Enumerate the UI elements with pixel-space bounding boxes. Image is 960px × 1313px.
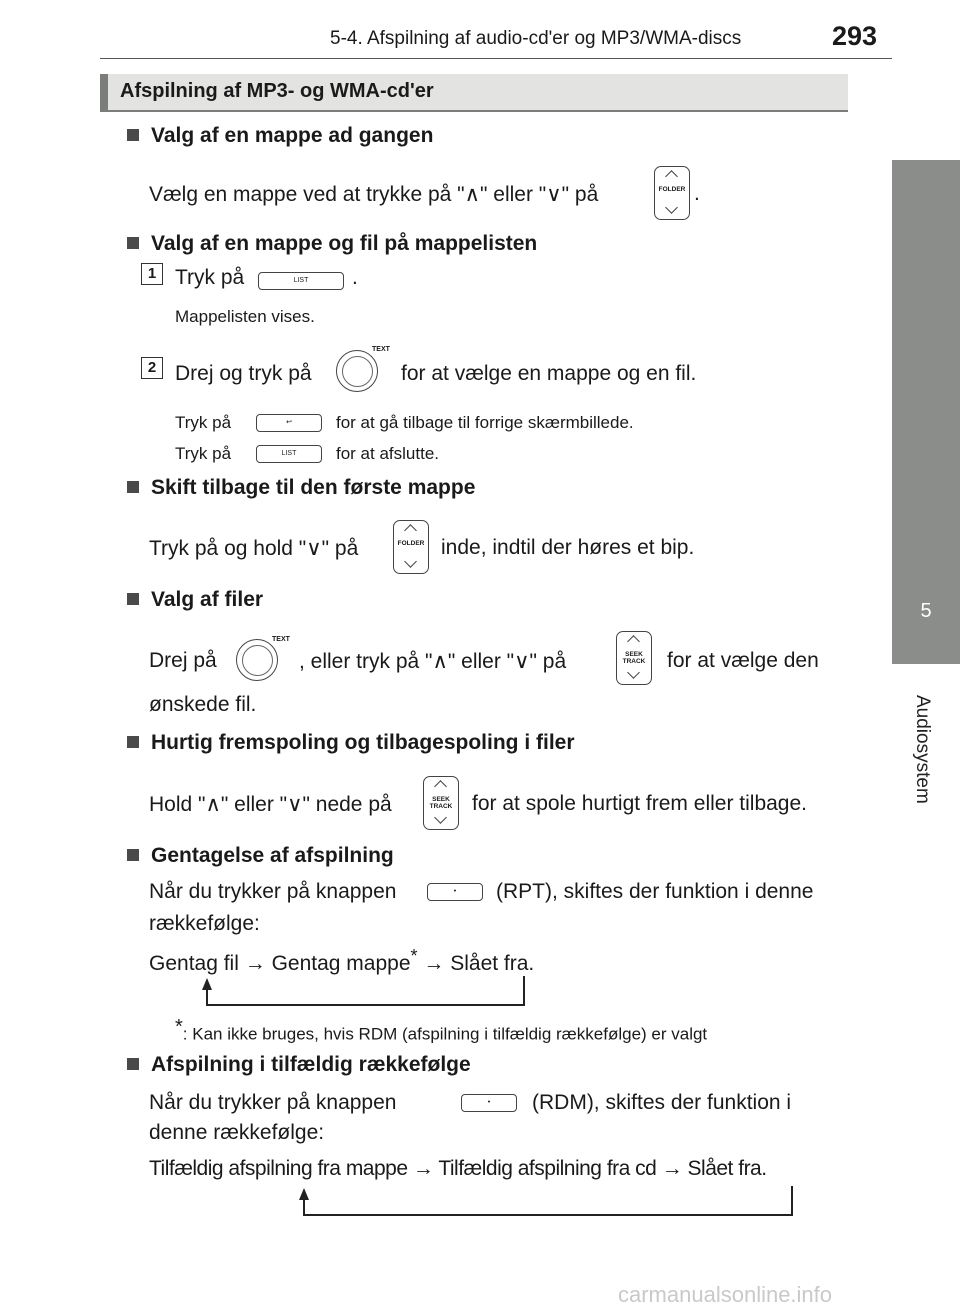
text-knob-icon	[336, 350, 378, 392]
heading-fast-forward: Hurtig fremspoling og tilbagespoling i filer	[127, 731, 575, 755]
text-step2-a: Drej og tryk på	[175, 362, 312, 385]
bullet-square-icon	[127, 593, 139, 605]
text-s6-a: Når du trykker på knappen	[149, 880, 397, 903]
arrow-right-icon: →	[423, 952, 445, 975]
seek-track-button-icon: SEEK TRACK	[423, 776, 459, 830]
heading-select-files: Valg af filer	[127, 588, 263, 612]
bullet-square-icon	[127, 736, 139, 748]
cycle-line	[303, 1214, 793, 1216]
text-s4-a: Drej på	[149, 649, 217, 672]
seek-track-button-icon: SEEK TRACK	[616, 631, 652, 685]
bullet-square-icon	[127, 1058, 139, 1070]
text-step2-b: for at vælge en mappe og en fil.	[401, 362, 697, 385]
back-button-icon: ↩	[256, 414, 322, 432]
arrow-right-icon: →	[412, 1157, 434, 1180]
repeat-sequence: Gentag fil → Gentag mappe* → Slået fra.	[149, 946, 535, 975]
rpt-button-icon: •	[427, 883, 483, 901]
arrow-right-icon: →	[244, 952, 266, 975]
text-note2-a: Tryk på	[175, 444, 232, 463]
bullet-square-icon	[127, 481, 139, 493]
text-knob-label: TEXT	[372, 346, 390, 353]
rdm-button-icon: •	[461, 1094, 517, 1112]
arrow-right-icon: →	[661, 1157, 683, 1180]
section-title: Afspilning af MP3- og WMA-cd'er	[120, 80, 434, 102]
text-step1-note: Mappelisten vises.	[175, 307, 315, 326]
cycle-line	[206, 988, 208, 1005]
watermark: carmanualsonline.info	[618, 1282, 833, 1307]
folder-button-icon: FOLDER	[654, 166, 690, 220]
text-s6-b: (RPT), skiftes der funktion i denne	[496, 880, 814, 903]
text-s3-a: Tryk på og hold "∨" på	[149, 537, 359, 560]
text-s1-b: .	[694, 182, 700, 205]
text-s6-c: rækkefølge:	[149, 912, 260, 935]
list-button-icon: LIST	[256, 445, 322, 463]
bullet-square-icon	[127, 129, 139, 141]
text-knob-icon	[236, 639, 278, 681]
text-s7-b: (RDM), skiftes der funktion i	[532, 1091, 792, 1114]
text-note2-b: for at afslutte.	[336, 444, 439, 463]
header-divider	[100, 58, 892, 59]
heading-folder-at-a-time: Valg af en mappe ad gangen	[127, 124, 433, 148]
heading-folder-list: Valg af en mappe og fil på mappelisten	[127, 232, 537, 256]
step-1-badge: 1	[141, 263, 163, 285]
chapter-label: Audiosystem	[912, 695, 933, 804]
chapter-tab	[892, 160, 960, 664]
heading-random: Afspilning i tilfældig rækkefølge	[127, 1053, 471, 1077]
text-s7-a: Når du trykker på knappen	[149, 1091, 397, 1114]
text-s4-c: for at vælge den	[667, 649, 819, 672]
bullet-square-icon	[127, 237, 139, 249]
page-number: 293	[832, 21, 878, 51]
text-note1-a: Tryk på	[175, 413, 232, 432]
text-s1-a: Vælg en mappe ved at trykke på "∧" eller "∨" på	[149, 183, 599, 206]
running-header: 5-4. Afspilning af audio-cd'er og MP3/WMA-discs	[330, 28, 742, 49]
random-sequence: Tilfældig afspilning fra mappe → Tilfældig afspilning fra cd → Slået fra.	[149, 1157, 767, 1180]
text-s7-c: denne rækkefølge:	[149, 1121, 325, 1144]
text-knob-label: TEXT	[272, 636, 290, 643]
heading-repeat: Gentagelse af afspilning	[127, 844, 394, 868]
heading-first-folder: Skift tilbage til den første mappe	[127, 476, 475, 500]
bullet-square-icon	[127, 849, 139, 861]
text-s3-b: inde, indtil der høres et bip.	[441, 536, 695, 559]
footnote: *: Kan ikke bruges, hvis RDM (afspilning i tilfældig rækkefølge) er valgt	[175, 1016, 708, 1044]
text-s4-d: ønskede fil.	[149, 693, 257, 716]
section-divider	[100, 110, 848, 112]
folder-button-icon: FOLDER	[393, 520, 429, 574]
cycle-line	[791, 1186, 793, 1216]
text-step1-b: .	[352, 266, 358, 289]
chapter-number: 5	[920, 600, 932, 622]
text-s5-a: Hold "∧" eller "∨" nede på	[149, 793, 392, 816]
text-s5-b: for at spole hurtigt frem eller tilbage.	[472, 792, 807, 815]
text-step1-a: Tryk på	[175, 266, 245, 289]
text-s4-b: , eller tryk på "∧" eller "∨" på	[299, 650, 567, 673]
step-2-badge: 2	[141, 357, 163, 379]
text-note1-b: for at gå tilbage til forrige skærmbillede.	[336, 413, 634, 432]
cycle-line	[206, 1004, 525, 1006]
list-button-icon: LIST	[258, 272, 344, 290]
cycle-line	[523, 976, 525, 1006]
